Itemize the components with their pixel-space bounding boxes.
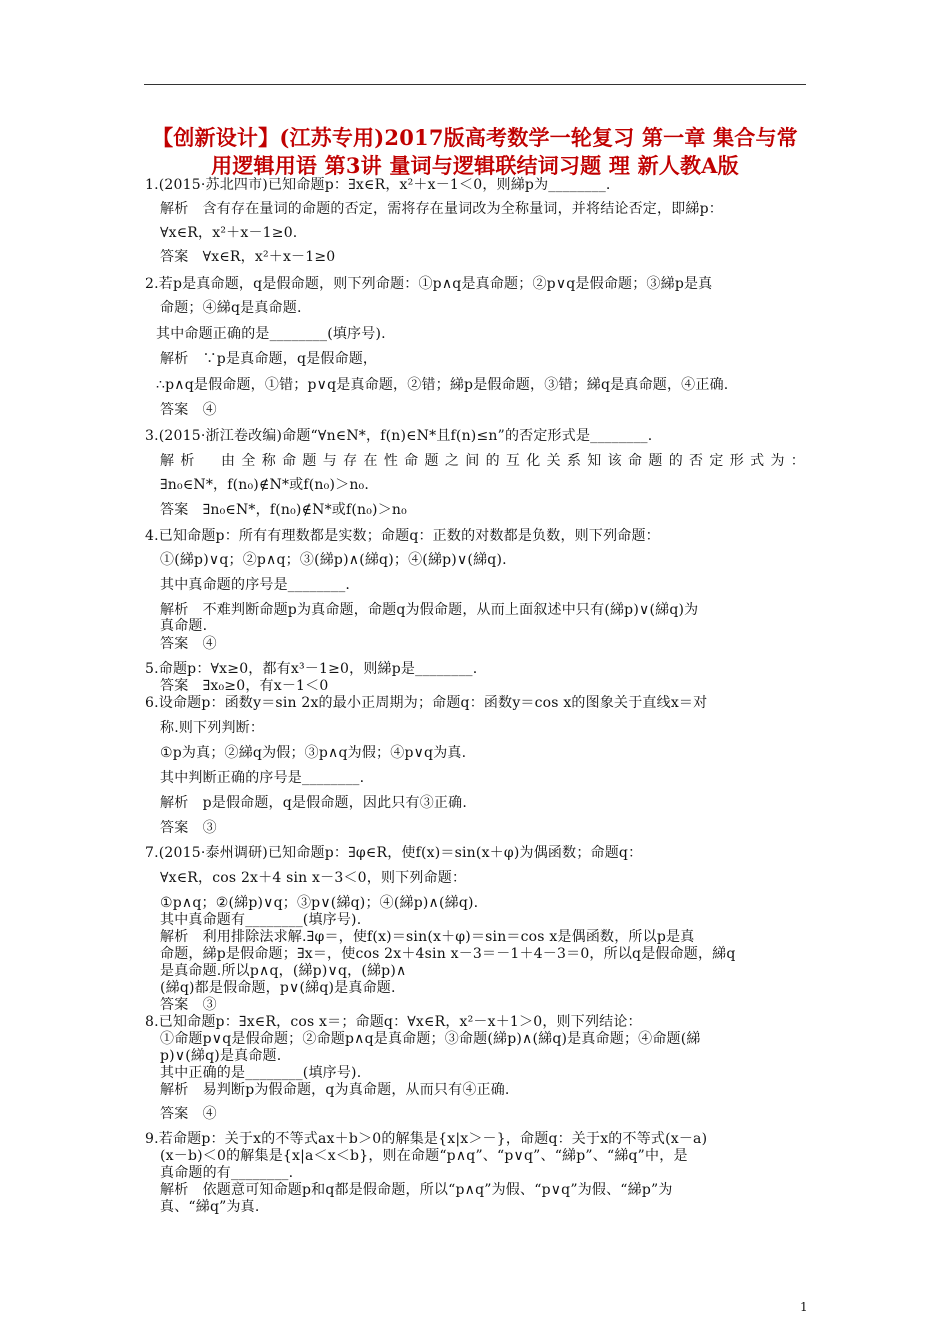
question-6-prompt: 其中判断正确的序号是________. — [160, 770, 365, 786]
analysis-7-cont-1: 命题，綈p是假命题；∃x＝，使cos 2x＋4sin x－3＝－1＋4－3＝0，所以q是假命题，綈q — [160, 946, 736, 962]
question-8: 8.已知命题p：∃x∈R，cos x＝；命题q：∀x∈R，x²－x＋1＞0，则下列结论： — [145, 1014, 642, 1030]
analysis-9: 解析 依题意可知命题p和q都是假命题，所以“p∧q”为假、“p∨q”为假、“綈p”为 — [160, 1182, 673, 1198]
analysis-7-cont-3: (綈q)都是假命题，p∨(綈q)是真命题. — [160, 980, 396, 996]
question-7-prompt: 其中真命题有________(填序号). — [160, 912, 362, 928]
question-8-prompt: 其中正确的是________(填序号). — [160, 1065, 362, 1081]
title-line-2: 用逻辑用语 第3讲 量词与逻辑联结词习题 理 新人教A版 — [211, 153, 739, 178]
question-7-options: ①p∧q；②(綈p)∨q；③p∨(綈q)；④(綈p)∧(綈q). — [160, 895, 479, 911]
question-3: 3.(2015·浙江卷改编)命题“∀n∈N*，f(n)∈N*且f(n)≤n”的否定形式是________. — [145, 428, 653, 444]
question-8-options: ①命题p∨q是假命题；②命题p∧q是真命题；③命题(綈p)∧(綈q)是真命题；④命题(綈 — [160, 1031, 701, 1047]
answer-3: 答案 ∃n₀∈N*，f(n₀)∉N*或f(n₀)＞n₀ — [160, 502, 407, 518]
analysis-2-cont: ∴p∧q是假命题，①错；p∨q是真命题，②错；綈p是假命题，③错；綈q是真命题，④正确. — [156, 377, 729, 393]
question-6-cont: 称.则下列判断： — [160, 720, 265, 736]
question-9-prompt: 真命题的有________. — [160, 1165, 294, 1181]
question-7: 7.(2015·泰州调研)已知命题p：∃φ∈R，使f(x)＝sin(x＋φ)为偶函数；命题q： — [145, 845, 643, 861]
question-4-options: ①(綈p)∨q；②p∧q；③(綈p)∧(綈q)；④(綈p)∨(綈q). — [160, 552, 507, 568]
answer-4: 答案 ④ — [160, 636, 217, 652]
question-2-cont: 命题；④綈q是真命题. — [160, 300, 302, 316]
answer-2: 答案 ④ — [160, 402, 217, 418]
title-line-1: 【创新设计】(江苏专用)2017版高考数学一轮复习 第一章 集合与常 — [152, 125, 798, 150]
header-rule — [144, 84, 806, 85]
analysis-1-cont: ∀x∈R，x²＋x－1≥0. — [160, 225, 298, 241]
answer-8: 答案 ④ — [160, 1106, 217, 1122]
analysis-3-cont: ∃n₀∈N*，f(n₀)∉N*或f(n₀)＞n₀. — [160, 477, 369, 493]
question-2-prompt: 其中命题正确的是________(填序号). — [156, 326, 386, 342]
analysis-9-cont: 真、“綈q”为真. — [160, 1199, 260, 1215]
analysis-7-cont-2: 是真命题.所以p∧q，(綈p)∨q，(綈p)∧ — [160, 963, 407, 979]
document-title — [140, 124, 810, 180]
question-9: 9.若命题p：关于x的不等式ax＋b＞0的解集是{x|x＞－}，命题q：关于x的不等式(x－a) — [145, 1131, 708, 1147]
page-number: 1 — [800, 1300, 808, 1314]
question-8-options-cont: p)∨(綈q)是真命题. — [160, 1048, 282, 1064]
analysis-6: 解析 p是假命题，q是假命题，因此只有③正确. — [160, 795, 467, 811]
answer-1: 答案 ∀x∈R，x²＋x－1≥0 — [160, 249, 336, 265]
question-6: 6.设命题p：函数y＝sin 2x的最小正周期为；命题q：函数y＝cos x的图象关于直线x＝对 — [145, 695, 708, 711]
analysis-1: 解析 含有存在量词的命题的否定，需将存在量词改为全称量词，并将结论否定，即綈p： — [160, 201, 723, 217]
question-7-cont: ∀x∈R，cos 2x＋4 sin x－3＜0，则下列命题： — [160, 870, 467, 886]
analysis-7: 解析 利用排除法求解.∃φ＝，使f(x)＝sin(x＋φ)＝sin＝cos x是偶函数，所以p是真 — [160, 929, 695, 945]
answer-5: 答案 ∃x₀≥0，有x－1＜0 — [160, 678, 329, 694]
answer-7: 答案 ③ — [160, 997, 217, 1013]
question-1: 1.(2015·苏北四市)已知命题p：∃x∈R，x²＋x－1＜0，则綈p为________. — [145, 177, 611, 193]
question-2: 2.若p是真命题，q是假命题，则下列命题：①p∧q是真命题；②p∨q是假命题；③綈p是真 — [145, 276, 713, 292]
analysis-3: 解析 由全称命题与存在性命题之间的互化关系知该命题的否定形式为： — [160, 453, 805, 469]
analysis-4-cont: 真命题. — [160, 618, 208, 634]
analysis-8: 解析 易判断p为假命题，q为真命题，从而只有④正确. — [160, 1082, 510, 1098]
question-9-cont: (x－b)＜0的解集是{x|a＜x＜b}，则在命题“p∧q”、“p∨q”、“綈p”、“綈q”中，是 — [160, 1148, 688, 1164]
analysis-4: 解析 不难判断命题p为真命题，命题q为假命题，从而上面叙述中只有(綈p)∨(綈q)为 — [160, 602, 699, 618]
question-5: 5.命题p：∀x≥0，都有x³－1≥0，则綈p是________. — [145, 661, 478, 677]
question-6-options: ①p为真；②綈q为假；③p∧q为假；④p∨q为真. — [160, 745, 467, 761]
question-4: 4.已知命题p：所有有理数都是实数；命题q：正数的对数都是负数，则下列命题： — [145, 528, 660, 544]
question-4-prompt: 其中真命题的序号是________. — [160, 577, 351, 593]
answer-6: 答案 ③ — [160, 820, 217, 836]
analysis-2: 解析 ∵p是真命题，q是假命题， — [160, 351, 378, 367]
